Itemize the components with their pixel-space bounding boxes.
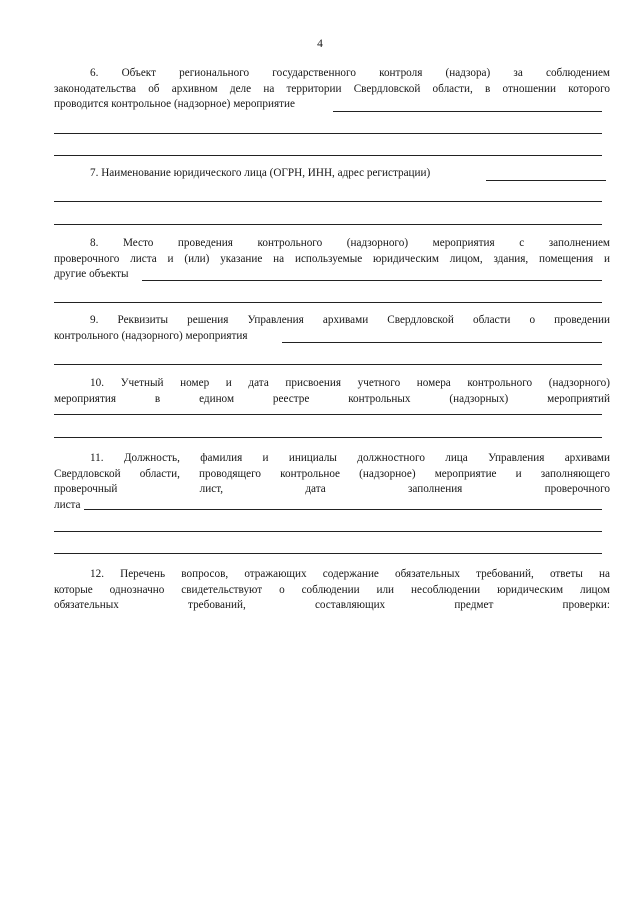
item-12 bbox=[54, 567, 610, 614]
item-9-blank-line-1 bbox=[54, 364, 602, 365]
item-11-line-4: листа bbox=[54, 498, 81, 511]
item-11-line-1: 11. Должность, фамилия и инициалы должностного лица Управления архивами bbox=[90, 452, 610, 464]
item-9-fill-line bbox=[282, 342, 602, 343]
item-6 bbox=[54, 66, 610, 113]
item-8-fill-line bbox=[142, 280, 602, 281]
item-6-fill-line bbox=[333, 111, 602, 112]
item-10 bbox=[54, 376, 610, 407]
item-8 bbox=[54, 236, 610, 283]
item-7-blank-line-2 bbox=[54, 224, 602, 225]
item-11-blank-line-2 bbox=[54, 553, 602, 554]
item-11-blank-line-1 bbox=[54, 531, 602, 532]
page-number: 4 bbox=[317, 38, 323, 50]
item-11-line-2: Свердловской области, проводящего контрольное (надзорное) мероприятие и заполняющего bbox=[54, 467, 610, 480]
item-8-line-1: 8. Место проведения контрольного (надзорного) мероприятия с заполнением bbox=[90, 237, 610, 249]
item-10-line-2: мероприятия в едином реестре контрольных (надзорных) мероприятий bbox=[54, 392, 610, 405]
item-12-line-1: 12. Перечень вопросов, отражающих содержание обязательных требований, ответы на bbox=[90, 568, 610, 580]
item-11 bbox=[54, 451, 610, 513]
item-8-line-3: другие объекты bbox=[54, 268, 129, 280]
item-10-blank-line-1 bbox=[54, 414, 602, 415]
item-11-line-3: проверочный лист, дата заполнения проверочного bbox=[54, 483, 610, 495]
item-9-line-2: контрольного (надзорного) мероприятия bbox=[54, 329, 248, 342]
item-6-blank-line-1 bbox=[54, 133, 602, 134]
item-6-line-2: законодательства об архивном деле на территории Свердловской области, в отношении которого bbox=[54, 82, 610, 95]
item-6-line-3: проводится контрольное (надзорное) мероприятие bbox=[54, 98, 295, 110]
item-7-fill-line bbox=[486, 180, 606, 181]
item-6-blank-line-2 bbox=[54, 155, 602, 156]
item-7-line-1: 7. Наименование юридического лица (ОГРН, ИНН, адрес регистрации) bbox=[90, 167, 431, 179]
item-10-blank-line-2 bbox=[54, 437, 602, 438]
item-8-blank-line-1 bbox=[54, 302, 602, 303]
item-12-line-2: которые однозначно свидетельствуют о соблюдении или несоблюдении юридическим лицом bbox=[54, 583, 610, 596]
item-6-line-1: 6. Объект регионального государственного контроля (надзора) за соблюдением bbox=[90, 67, 610, 79]
item-11-fill-line bbox=[84, 509, 602, 510]
item-8-line-2: проверочного листа и (или) указание на используемые юридическим лицом, здания, помещения и bbox=[54, 252, 610, 265]
item-9-line-1: 9. Реквизиты решения Управления архивами Свердловской области о проведении bbox=[90, 314, 610, 326]
item-10-line-1: 10. Учетный номер и дата присвоения учетного номера контрольного (надзорного) bbox=[90, 377, 610, 389]
item-7-blank-line-1 bbox=[54, 201, 602, 202]
item-9 bbox=[54, 313, 610, 344]
item-12-line-3: обязательных требований, составляющих предмет проверки: bbox=[54, 599, 610, 611]
